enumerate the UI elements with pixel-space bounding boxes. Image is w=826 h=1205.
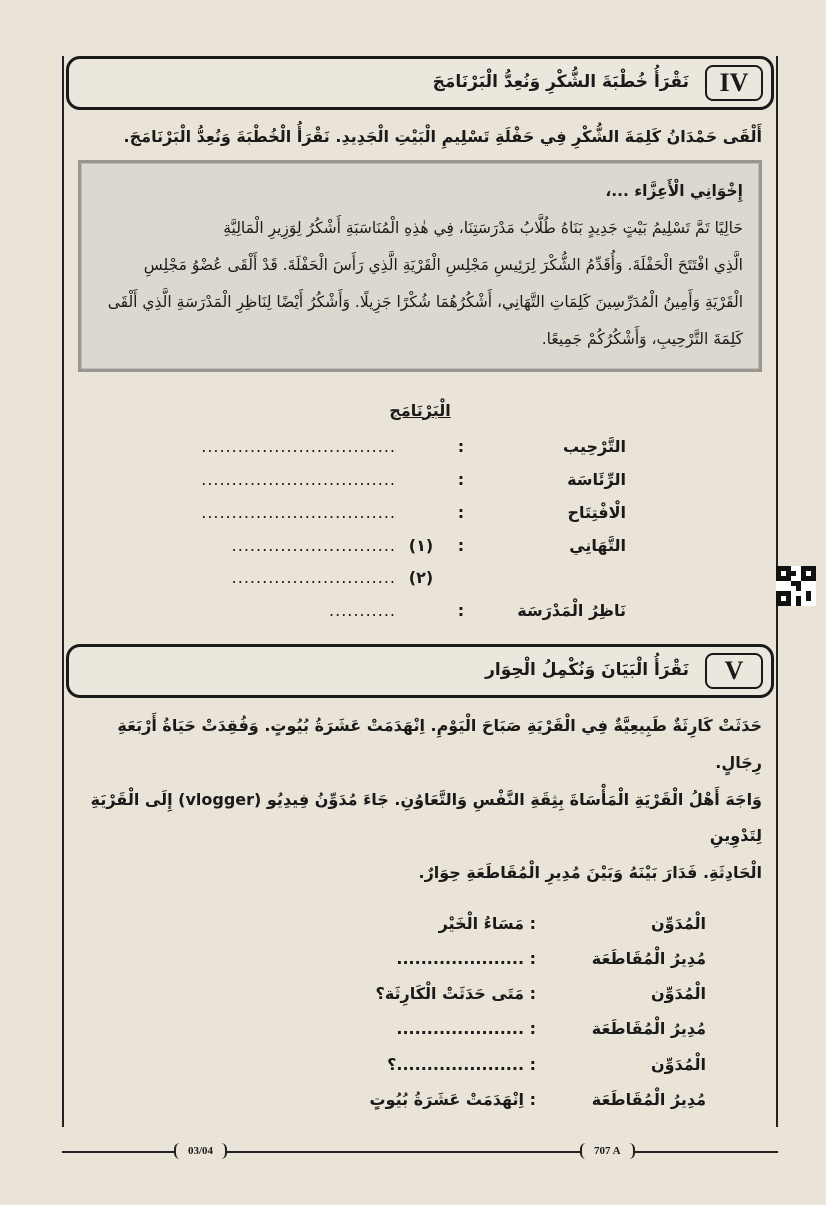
speech-greeting: إِخْوَانِي الْأَعِزَّاء ...، — [605, 181, 743, 200]
program-colon — [446, 564, 476, 593]
program-blank[interactable]: ................................ — [201, 469, 396, 489]
program-colon: : — [457, 502, 465, 522]
page-number: 03/04 — [174, 1143, 227, 1159]
speech-line: حَالِيًا تَمَّ تَسْلِيمُ بَيْتٍ جَدِيدٍ بَنَاهُ طُلَّابُ مَدْرَسَتِنَا، فِي هٰذِهِ الْمُنَاسَبَةِ أَشْكُرُ لِوَزِيرِ الْمَالِيَّةِ — [223, 218, 743, 237]
program-number — [396, 499, 446, 528]
section-5-header — [66, 644, 774, 698]
dialogue-line[interactable]: : ..................... — [396, 949, 536, 969]
dialogue — [64, 906, 776, 1117]
dialogue-speaker: مُدِيرُ الْمُقَاطَعَة — [591, 1089, 706, 1109]
dialogue-line[interactable]: : ..................... — [396, 1019, 536, 1039]
program-list — [64, 433, 776, 626]
qr-code-icon — [776, 566, 816, 606]
program-label: نَاظِرُ الْمَدْرَسَة — [517, 601, 626, 621]
section-5-title: نَقْرَأُ الْبَيَانَ وَنُكْمِلُ الْحِوَار — [485, 660, 689, 681]
program-colon: : — [457, 469, 465, 489]
dialogue-line: : مَسَاءُ الْخَيْر — [438, 913, 536, 933]
program-label: التَّرْحِيب — [563, 437, 626, 457]
dialogue-row — [64, 906, 706, 941]
dialogue-row — [64, 1082, 706, 1117]
story-line: حَدَثَتْ كَارِثَةٌ طَبِيعِيَّةٌ فِي الْقَرْيَةِ صَبَاحَ الْيَوْمِ. اِنْهَدَمَتْ عَشَرَةُ بُيُوتٍ. وَفُقِدَتْ حَيَاةُ أَرْبَعَةِ رِجَالٍ. — [117, 715, 762, 772]
dialogue-speaker: الْمُدَوِّن — [650, 984, 706, 1004]
exam-code: 707 A — [580, 1143, 635, 1159]
footer — [62, 1139, 778, 1165]
section-5-number: V — [705, 653, 763, 689]
program-blank[interactable]: ................................ — [201, 502, 396, 522]
speech-line: الْقَرْيَةِ وَأَمِينُ الْمُدَرِّسِينَ كَلِمَاتِ التَّهَانِي، أَشْكُرُهُمَا شُكْرًا جَزِيلًا. وَأَشْكُرُ أَيْضًا لِنَاظِرِ الْمَدْرَسَةِ الَّذِي أَلْقَى — [107, 293, 743, 312]
program-number — [396, 466, 446, 495]
section-4-title: نَقْرَأُ خُطْبَةَ الشُّكْرِ وَنُعِدُّ الْبَرْنَامَجَ — [432, 72, 689, 93]
speech-line: كَلِمَةَ التَّرْحِيبِ، وَأَشْكُرُكُمْ جَمِيعًا. — [541, 330, 743, 349]
dialogue-row — [64, 976, 706, 1011]
speech-box — [78, 160, 762, 372]
story-line: وَاجَهَ أَهْلُ الْقَرْيَةِ الْمَأْسَاةَ بِثِقَةِ النَّفْسِ وَالتَّعَاوُنِ. جَاءَ مُدَوِّنُ فِيدِيُو (vlogger) إِلَى الْقَرْيَةِ لِتَدْوِينِ — [90, 789, 762, 846]
speech-line: الَّذِي افْتَتَحَ الْحَفْلَةَ. وَأُقَدِّمُ الشُّكْرَ لِرَئِيسِ مَجْلِسِ الْقَرْيَةِ الَّذِي رَأَسَ الْحَفْلَةَ. قَدْ أَلْقَى عُضْوُ مَجْلِسِ — [143, 255, 743, 274]
program-colon: : — [457, 535, 465, 555]
dialogue-speaker: الْمُدَوِّن — [650, 1054, 706, 1074]
dialogue-line: : مَتَى حَدَثَتْ الْكَارِثَة؟ — [375, 984, 536, 1004]
program-blank[interactable]: ........................... — [231, 568, 396, 588]
dialogue-row — [64, 941, 706, 976]
section-4-intro: أَلْقَى حَمْدَانُ كَلِمَةَ الشُّكْرِ فِي حَفْلَةِ تَسْلِيمِ الْبَيْتِ الْجَدِيدِ. نَقْرَأُ الْخُطْبَةَ وَنُعِدُّ الْبَرْنَامَجَ. — [123, 127, 762, 146]
dialogue-speaker: مُدِيرُ الْمُقَاطَعَة — [591, 949, 706, 969]
page-frame — [62, 56, 778, 1127]
program-number — [396, 597, 446, 626]
story-line: الْحَادِثَةِ. فَدَارَ بَيْنَهُ وَبَيْنَ مُدِيرِ الْمُقَاطَعَةِ حِوَارٌ. — [418, 863, 762, 883]
program-label — [476, 564, 626, 593]
story-paragraph — [78, 708, 762, 892]
program-title: الْبَرْنَامَج — [389, 400, 451, 420]
dialogue-row — [64, 1047, 706, 1082]
footer-line — [62, 1151, 778, 1153]
dialogue-row — [64, 1011, 706, 1046]
program-blank[interactable]: ........................... — [231, 535, 396, 555]
program-label: الْافْتِتَاح — [567, 502, 626, 522]
program-colon: : — [457, 437, 465, 457]
section-4-header — [66, 56, 774, 110]
program-number — [396, 433, 446, 462]
section-4-number: IV — [705, 65, 763, 101]
program-label: الرِّئَاسَة — [567, 469, 626, 489]
program-colon: : — [457, 601, 465, 621]
page — [62, 0, 778, 1205]
program-blank[interactable]: ........... — [329, 601, 396, 621]
dialogue-line: : اِنْهَدَمَتْ عَشَرَةُ بُيُوتٍ — [369, 1089, 536, 1109]
dialogue-line[interactable]: : .....................؟ — [387, 1054, 536, 1074]
program-number: (١) — [408, 535, 434, 555]
program-label: التَّهَانِي — [569, 535, 626, 555]
dialogue-speaker: مُدِيرُ الْمُقَاطَعَة — [591, 1019, 706, 1039]
dialogue-speaker: الْمُدَوِّن — [650, 913, 706, 933]
program-number: (٢) — [408, 568, 434, 588]
program-blank[interactable]: ................................ — [201, 437, 396, 457]
